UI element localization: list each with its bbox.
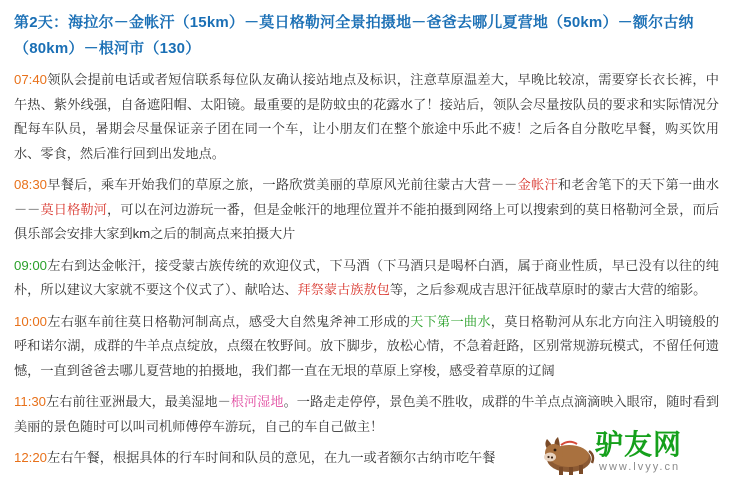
paragraph-highlight: 莫日格勒河 xyxy=(40,201,108,217)
paragraph-highlight: 根河湿地 xyxy=(230,394,284,409)
itinerary-paragraph xyxy=(14,173,719,247)
paragraph-text: 和老舍笔下的天下第一曲水－－ xyxy=(14,177,720,217)
paragraph-highlight: 拜祭蒙古族敖包 xyxy=(297,282,390,297)
paragraph-time: 12:20 xyxy=(14,450,48,465)
paragraph-highlight: 金帐汗 xyxy=(517,177,558,192)
paragraph-time: 11:30 xyxy=(14,394,47,409)
itinerary-paragraph xyxy=(14,310,719,384)
itinerary-paragraph xyxy=(14,254,719,303)
paragraph-time: 08:30 xyxy=(14,177,48,192)
itinerary-paragraph xyxy=(14,68,719,166)
watermark-url: www.lvyy.cn xyxy=(599,461,681,473)
paragraph-text: 等，之后参观成吉思汗征战草原时的蒙古大营的缩影。 xyxy=(389,282,707,297)
itinerary-paragraph xyxy=(14,390,719,439)
paragraph-text: ，莫日格勒河从东北方向注入明镜般的呼和诺尔湖，成群的牛羊点点绽放，点缀在牧野间。放下脚步，放松心情，不急着赶路，区别常规游玩模式，不留任何遗憾，一直到爸爸去哪儿夏营地的拍摄地，我们都一直在无垠的草原上穿梭，感受着草原的辽阔 xyxy=(14,313,720,378)
paragraph-text: 左右到达金帐汗，接受蒙古族传统的欢迎仪式，下马酒（下马酒只是喝杯白酒，属于商业性质，早已没有以往的纯朴，所以建议大家就不要这个仪式了）、献哈达、 xyxy=(14,257,719,297)
page-title: 第2天：海拉尔－金帐汗（15km）－莫日格勒河全景拍摄地－爸爸去哪儿夏营地（50km）－额尔古纳（80km）－根河市（130） xyxy=(14,14,694,57)
paragraph-text: 左右午餐，根据具体的行车时间和队员的意见，在九一或者额尔古纳市吃午餐 xyxy=(47,450,496,465)
paragraph-time: 07:40 xyxy=(14,72,48,87)
paragraph-text: 早餐后，乘车开始我们的草原之旅，一路欣赏美丽的草原风光前往蒙古大营－－ xyxy=(47,177,518,192)
paragraph-highlight: 天下第一曲水 xyxy=(410,313,491,329)
paragraph-text: 左右驱车前往莫日格勒河制高点，感受大自然鬼斧神工形成的 xyxy=(47,313,411,329)
itinerary-paragraph xyxy=(14,446,719,471)
paragraph-text: ，可以在河边游玩一番，但是金帐汗的地理位置并不能拍摄到网络上可以搜索到的莫日格勒河全景，而后俱乐部会安排大家到km之后的制高点来拍摄大片 xyxy=(14,201,720,241)
paragraph-text: 。一路走走停停，景色美不胜收，成群的牛羊点点滴滴映入眼帘，随时看到美丽的景色随时可以叫司机师傅停车游玩，自己的车自己做主！ xyxy=(14,394,720,434)
paragraph-time: 09:00 xyxy=(14,257,48,273)
itinerary-body xyxy=(14,68,719,471)
paragraph-text: 领队会提前电话或者短信联系每位队友确认接站地点及标识，注意草原温差大，早晚比较凉，需要穿长衣长裤，中午热、紫外线强，自备遮阳帽、太阳镜。最重要的是防蚊虫的花露水了！接站后，领队会尽量按队员的要求和实际情况分配每车队员，暑期会尽量保证亲子团在同一个车，让小朋友们在整个旅途中乐此不疲！之后各自分散吃早餐，购买饮用水、零食，然后准行回到出发地点。 xyxy=(14,72,719,161)
paragraph-text: 左右前往亚洲最大，最美湿地－ xyxy=(46,394,231,409)
paragraph-time: 10:00 xyxy=(14,313,48,329)
watermark-brand: 驴友网 xyxy=(595,429,683,460)
